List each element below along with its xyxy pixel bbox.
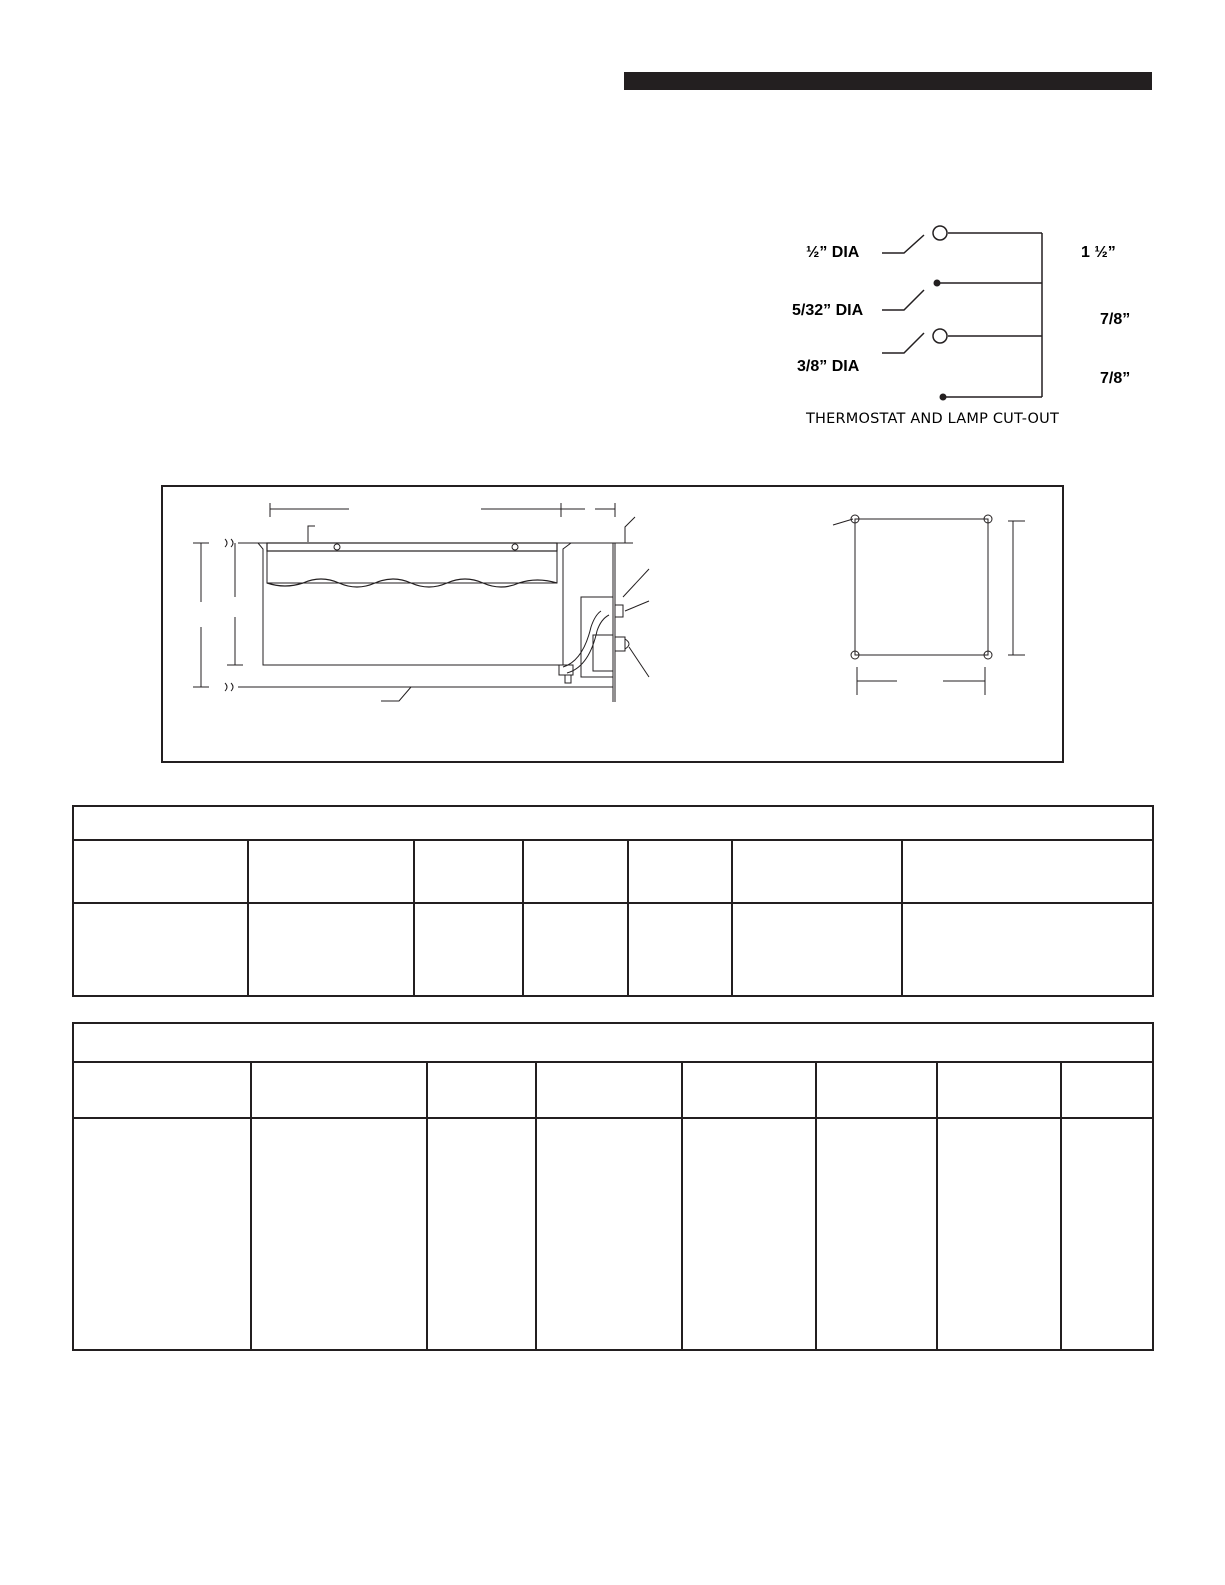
- filled-dot-hole-icon: [934, 280, 941, 287]
- open-circle-hole-icon: [933, 329, 947, 343]
- table-title-row: [73, 806, 1153, 840]
- cutout-drawing: [860, 210, 1060, 410]
- cutout-caption: THERMOSTAT AND LAMP CUT-OUT: [806, 411, 1060, 427]
- table-header-row: [73, 1062, 1153, 1118]
- hole-label-1: ½” DIA: [806, 244, 860, 261]
- spec-table-2: [72, 1022, 1154, 1351]
- spacing-label-1: 1 ½”: [1081, 244, 1116, 261]
- spacing-label-3: 7/8”: [1100, 370, 1131, 387]
- table-title-row: [73, 1023, 1153, 1062]
- leader-line-1: [882, 235, 924, 253]
- table-row: [73, 1118, 1153, 1350]
- hole-label-2: 5/32” DIA: [792, 302, 864, 319]
- table-header-row: [73, 840, 1153, 903]
- spec-table-1: [72, 805, 1154, 997]
- filled-dot-hole-icon: [940, 394, 947, 401]
- header-bar: [624, 72, 1152, 90]
- spacing-label-2: 7/8”: [1100, 311, 1131, 328]
- table-row: [73, 903, 1153, 996]
- leader-line-3: [882, 333, 924, 353]
- leader-line-2: [882, 290, 924, 310]
- well-cross-section-drawing-icon: [163, 487, 1062, 761]
- hole-label-3: 3/8” DIA: [797, 358, 860, 375]
- section-figure-frame: [161, 485, 1064, 763]
- open-circle-hole-icon: [933, 226, 947, 240]
